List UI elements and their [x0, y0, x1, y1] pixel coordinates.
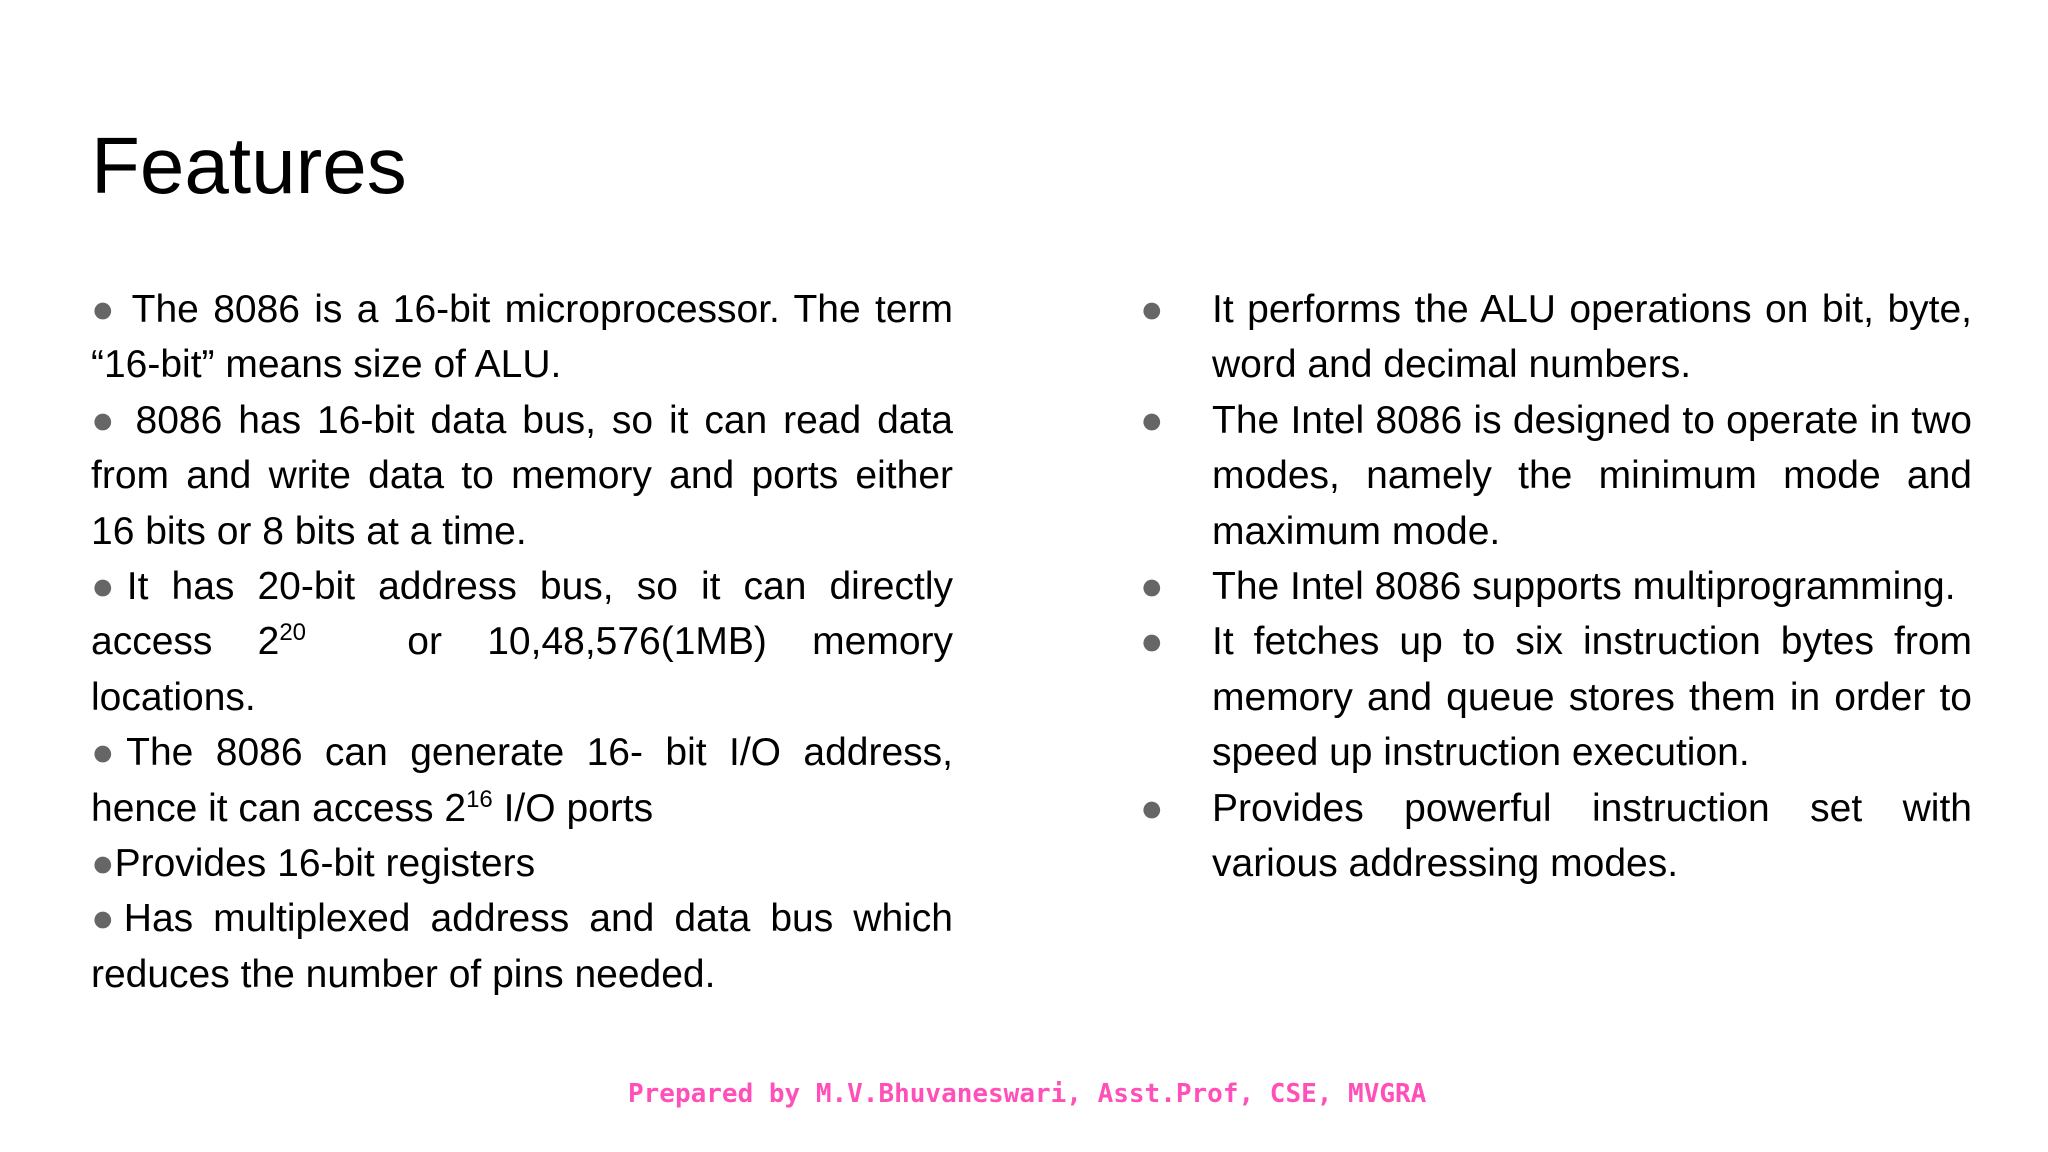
left-bullet-3	[91, 559, 953, 725]
left-bullet-4-text-b: I/O ports	[492, 786, 654, 830]
left-bullet-6	[91, 891, 953, 1002]
left-bullet-4-text-a: The 8086 can generate 16- bit I/O address, hence it can access 2	[91, 731, 953, 830]
bullet-icon: ●	[1140, 786, 1164, 830]
right-bullet-3-text: The Intel 8086 supports multiprogramming.	[1212, 565, 1956, 609]
right-bullet-4	[1140, 614, 1972, 780]
right-bullet-2	[1140, 393, 1972, 559]
footer-credit: Prepared by M.V.Bhuvaneswari, Asst.Prof, CSE, MVGRA	[628, 1079, 1427, 1109]
right-bullet-3	[1140, 559, 1972, 614]
left-bullet-1	[91, 282, 953, 393]
bullet-icon: ●	[1140, 398, 1164, 442]
left-bullet-3-text-b: or 10,48,576(1MB) memory locations.	[91, 620, 953, 719]
left-bullet-2	[91, 393, 953, 559]
right-bullet-1-text: It performs the ALU operations on bit, byte, word and decimal numbers.	[1212, 288, 1972, 387]
right-bullet-1	[1140, 282, 1972, 393]
left-bullet-4	[91, 725, 953, 836]
bullet-icon: ●	[91, 565, 127, 609]
left-column	[91, 282, 953, 1002]
bullet-icon: ●	[91, 842, 115, 886]
left-bullet-4-exponent: 16	[466, 785, 493, 813]
slide-title: Features	[91, 121, 407, 210]
right-bullet-2-text: The Intel 8086 is designed to operate in two modes, namely the minimum mode and maximum mode.	[1212, 398, 1972, 553]
bullet-icon: ●	[1140, 565, 1164, 609]
right-bullet-5	[1140, 781, 1972, 892]
right-bullet-list	[1140, 282, 1972, 891]
right-column	[1140, 282, 1972, 891]
left-bullet-3-text-a: It has 20-bit address bus, so it can directly access 2	[91, 565, 953, 664]
bullet-icon: ●	[1140, 288, 1164, 331]
left-bullet-6-text: Has multiplexed address and data bus which reduces the number of pins needed.	[91, 897, 953, 996]
bullet-icon: ●	[91, 731, 127, 775]
left-bullet-5	[91, 836, 953, 891]
left-bullet-2-text: 8086 has 16-bit data bus, so it can read data from and write data to memory and ports either 16 bits or 8 bits at a time.	[91, 398, 953, 553]
bullet-icon: ●	[91, 398, 120, 442]
right-bullet-5-text: Provides powerful instruction set with various addressing modes.	[1212, 786, 1972, 886]
bullet-icon: ●	[1140, 620, 1164, 664]
bullet-icon: ●	[91, 897, 124, 941]
left-bullet-5-text: Provides 16-bit registers	[114, 842, 536, 886]
bullet-icon: ●	[91, 288, 119, 331]
left-bullet-1-text: The 8086 is a 16-bit microprocessor. The term “16-bit” means size of ALU.	[91, 288, 954, 387]
left-bullet-3-exponent: 20	[279, 619, 307, 647]
right-bullet-4-text: It fetches up to six instruction bytes from memory and queue stores them in order to speed up instruction execution.	[1212, 620, 1972, 775]
